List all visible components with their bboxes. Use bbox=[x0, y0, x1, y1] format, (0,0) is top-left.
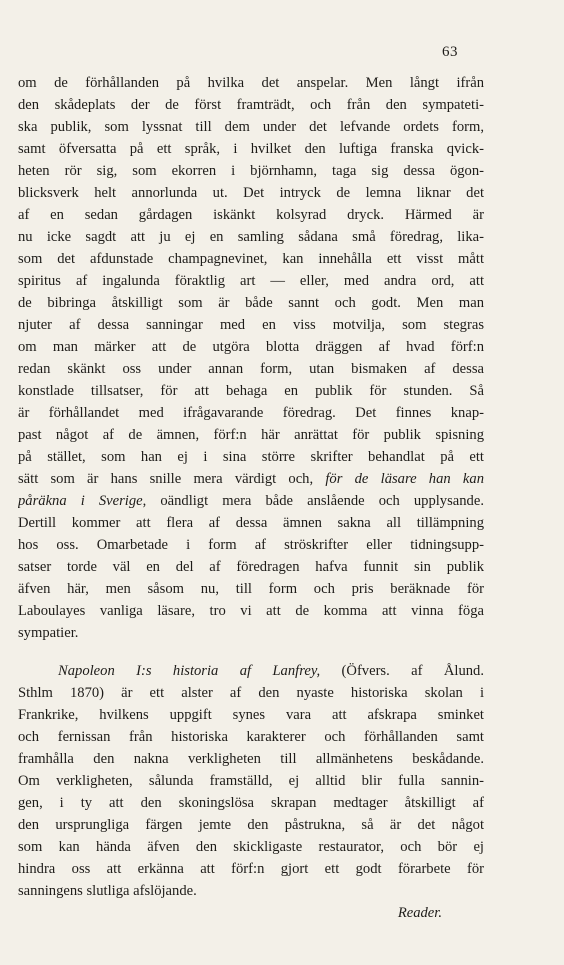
paragraph-gap bbox=[18, 644, 484, 660]
author-signature: Reader. bbox=[397, 905, 442, 921]
text-line: på stället, som han ej i sina större skrifter behandlat på ett bbox=[18, 449, 484, 465]
text-line: Frankrike, hvilkens uppgift synes vara att afskrapa sminket bbox=[18, 707, 484, 723]
text-line: sanningens slutliga afslöjande. bbox=[18, 883, 197, 899]
text-line: nu icke sagdt att ju ej en samling sådana små föredrag, lika- bbox=[18, 229, 484, 245]
text-line: satser torde väl en del af föredragen hafva funnit sin publik bbox=[18, 559, 484, 575]
text-line: njuter af dessa sanningar med en viss motvilja, som stegras bbox=[18, 317, 484, 333]
text-line: de bibringa åtskilligt som är både sannt och godt. Men man bbox=[18, 295, 484, 311]
text-line: Laboulayes vanliga läsare, tro vi att de komma att vinna föga bbox=[18, 603, 484, 619]
text-line: redan skänkt oss under annan form, utan bismaken af dessa bbox=[18, 361, 484, 377]
text-segment: sätt som är hans snille mera värdigt och, bbox=[18, 471, 314, 487]
text-line: hindra oss att erkänna att förf:n gjort ett godt förarbete för bbox=[18, 861, 484, 877]
body-text bbox=[18, 72, 484, 924]
text-line: Dertill kommer att flera af dessa ämnen sakna all tillämpning bbox=[18, 515, 484, 531]
text-line: ska publik, som lyssnat till dem under det lefvande ordets form, bbox=[18, 119, 484, 135]
book-title: Napoleon I:s historia af Lanfrey, bbox=[58, 663, 321, 679]
text-line: past något af de ämnen, förf:n här anrättat för publik spisning bbox=[18, 427, 484, 443]
text-line: om de förhållanden på hvilka det anspelar. Men långt ifrån bbox=[18, 75, 484, 91]
text-line: samt öfversatta på ett språk, i hvilket den luftiga franska qvick- bbox=[18, 141, 484, 157]
text-line: hos oss. Omarbetade i form af ströskrifter eller tidningsupp- bbox=[18, 537, 484, 553]
text-segment: , oändligt mera både anslående och upplysande. bbox=[142, 493, 484, 509]
page-number: 63 bbox=[442, 44, 458, 60]
text-line: konstlade tillsatser, för att behaga en publik för stunden. Så bbox=[18, 383, 484, 399]
text-line: framhålla den nakna verkligheten till allmänhetens beskådande. bbox=[18, 751, 484, 767]
italic-phrase: påräkna i Sverige bbox=[18, 493, 143, 509]
text-line: och fernissan från historiska karakterer och förhållanden samt bbox=[18, 729, 484, 745]
text-line: gen, i ty att den skoningslösa skrapan medtager åtskilligt af bbox=[18, 795, 484, 811]
review-title-line bbox=[18, 660, 484, 682]
text-line: heten rör sig, som ekorren i björnhamn, taga sig dessa ögon- bbox=[18, 163, 484, 179]
text-line: sympatier. bbox=[18, 625, 79, 641]
text-line: om man märker att de utgöra blotta dräggen af hvad förf:n bbox=[18, 339, 484, 355]
text-line: blicksverk helt annorlunda ut. Det intryck de lemna liknar det bbox=[18, 185, 484, 201]
text-line bbox=[18, 490, 484, 512]
italic-phrase: för de läsare han kan bbox=[325, 471, 484, 487]
text-line: som det afdunstade champagnevinet, kan innehålla ett visst mått bbox=[18, 251, 484, 267]
text-line: Sthlm 1870) är ett alster af den nyaste historiska skolan i bbox=[18, 685, 484, 701]
text-line: Om verkligheten, sålunda framställd, ej alltid blir fulla sannin- bbox=[18, 773, 484, 789]
text-line: spiritus af ingalunda föraktlig art — eller, med andra ord, att bbox=[18, 273, 484, 289]
text-segment: (Öfvers. af Ålund. bbox=[320, 663, 484, 679]
text-line: äfven här, men såsom nu, till form och pris beräknade för bbox=[18, 581, 484, 597]
text-line: som kan hända äfven den skickligaste restaurator, och bör ej bbox=[18, 839, 484, 855]
paragraph-2 bbox=[18, 660, 484, 924]
paragraph-1 bbox=[18, 72, 484, 644]
text-line: den ursprungliga färgen jemte den påstrukna, så är det något bbox=[18, 817, 484, 833]
text-line: af en sedan gårdagen iskänkt kolsyrad dryck. Härmed är bbox=[18, 207, 484, 223]
text-line bbox=[18, 468, 484, 490]
text-line: den skådeplats der de först framträdt, och från den sympateti- bbox=[18, 97, 484, 113]
text-line: är förhållandet med ifrågavarande föredrag. Det finnes knap- bbox=[18, 405, 484, 421]
